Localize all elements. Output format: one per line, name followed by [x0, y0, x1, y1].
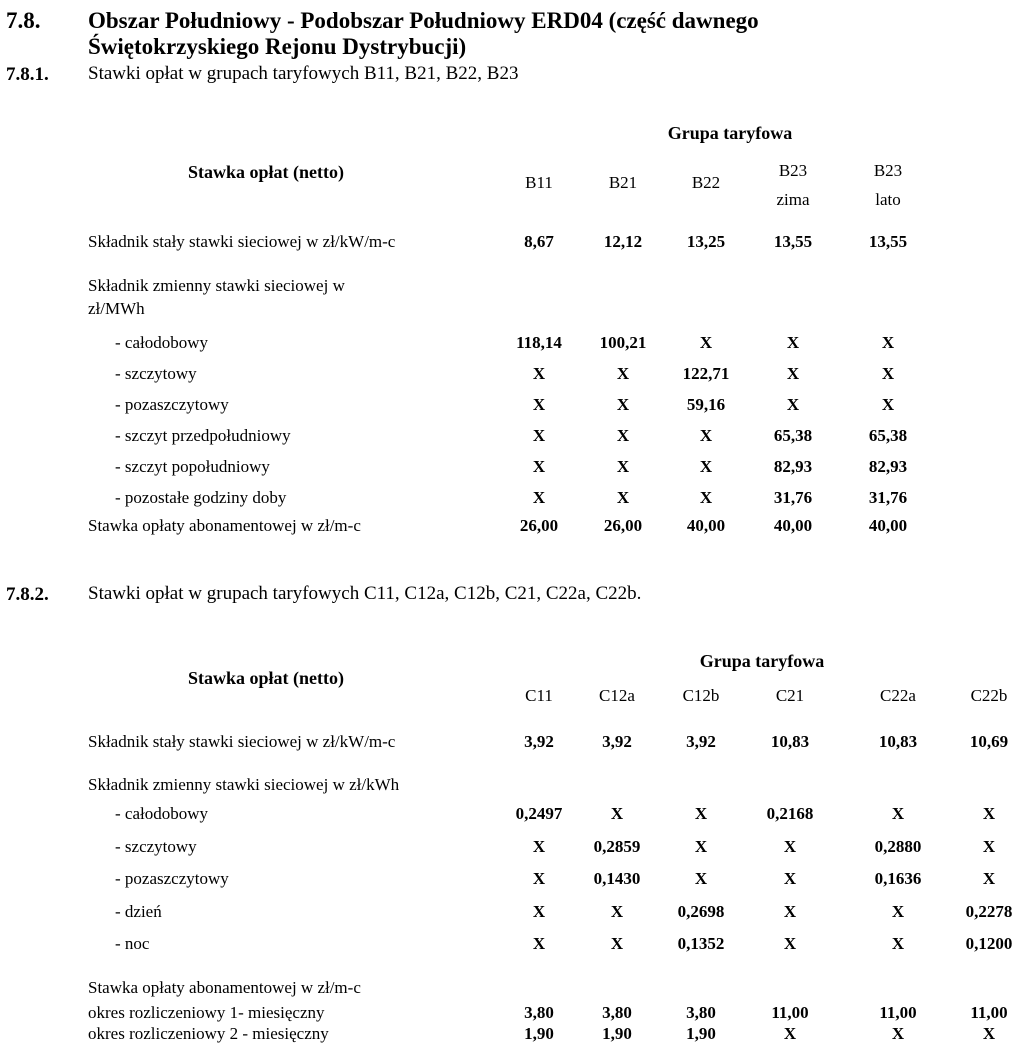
table2-cell: 3,80: [524, 1003, 554, 1022]
table1-cell: 12,12: [603, 232, 643, 251]
table1-cell: X: [881, 395, 895, 414]
table1-column-header: B23: [778, 161, 808, 180]
table2-cell: X: [982, 837, 996, 856]
table2-cell: X: [891, 902, 905, 921]
table1-cell: X: [616, 426, 630, 445]
table2-cell: X: [783, 902, 797, 921]
table1-cell: 31,76: [868, 488, 908, 507]
table1-cell: 13,55: [773, 232, 813, 251]
table2-column-header: C22a: [880, 686, 916, 705]
table1-cell: 65,38: [868, 426, 908, 445]
table1-cell: X: [699, 457, 713, 476]
table2-abon-label: Stawka opłaty abonamentowej w zł/m-c: [88, 978, 361, 997]
table1-row-label: - całodobowy: [115, 333, 209, 352]
table2-cell: X: [891, 1024, 905, 1043]
table2-cell: X: [783, 837, 797, 856]
table2-cell: 0,2698: [677, 902, 725, 921]
table1-cell: 40,00: [686, 516, 726, 535]
table1-column-subheader: zima: [776, 190, 810, 209]
table1-cell: X: [786, 364, 800, 383]
table1-cell: 118,14: [516, 333, 562, 352]
table2-row-label: - całodobowy: [115, 804, 209, 823]
table2-cell: 11,00: [771, 1003, 809, 1022]
table2-cell: 0,1352: [677, 934, 725, 953]
table1-row-label: - szczytowy: [115, 364, 197, 383]
table2-cell: 10,83: [878, 732, 918, 751]
table2-cell: 0,1636: [874, 869, 922, 888]
table2-cell: 0,1200: [965, 934, 1013, 953]
table2-cell: X: [610, 934, 624, 953]
table2-number: 7.8.2.: [6, 584, 49, 605]
table1-column-header: B21: [608, 173, 638, 192]
table1-row-label: - szczyt przedpołudniowy: [115, 426, 291, 445]
table2-cell: 3,80: [602, 1003, 632, 1022]
table1-cell: X: [616, 364, 630, 383]
table1-zmienny-label-line1: Składnik zmienny stawki sieciowej w: [88, 276, 345, 295]
table2-cell: X: [982, 1024, 996, 1043]
table1-number: 7.8.1.: [6, 64, 49, 85]
table1-cell: 26,00: [519, 516, 559, 535]
table2-cell: 3,92: [686, 732, 716, 751]
table2-column-header: C12b: [682, 686, 720, 705]
table1-stawka-header: Stawka opłat (netto): [188, 162, 344, 182]
table1-heading: Stawki opłat w grupach taryfowych B11, B21, B22, B23: [88, 63, 519, 84]
table2-cell: X: [532, 902, 546, 921]
table1-cell: 13,25: [686, 232, 726, 251]
table2-stawka-header: Stawka opłat (netto): [188, 668, 344, 688]
table2-cell: 3,92: [602, 732, 632, 751]
table1-zmienny-label-line2: zł/MWh: [88, 299, 145, 318]
table1-cell: 65,38: [773, 426, 813, 445]
table2-cell: X: [694, 804, 708, 823]
table2-cell: X: [610, 804, 624, 823]
table1-cell: X: [699, 426, 713, 445]
table1-cell: X: [616, 395, 630, 414]
table1-abon-label: Stawka opłaty abonamentowej w zł/m-c: [88, 516, 361, 535]
table2-cell: 0,2497: [515, 804, 563, 823]
table1-column-header: B23: [873, 161, 903, 180]
table2-cell: 3,80: [686, 1003, 716, 1022]
table1-staly-label: Składnik stały stawki sieciowej w zł/kW/m-c: [88, 232, 396, 251]
table1-cell: X: [699, 488, 713, 507]
table2-cell: X: [694, 837, 708, 856]
table1-column-header: B22: [691, 173, 721, 192]
table1-cell: 8,67: [524, 232, 554, 251]
table1-row-label: - szczyt popołudniowy: [115, 457, 270, 476]
table1-cell: 59,16: [686, 395, 726, 414]
table1-cell: X: [532, 457, 546, 476]
table2-cell: 0,2168: [766, 804, 814, 823]
table2-okres-label: okres rozliczeniowy 2 - miesięczny: [88, 1024, 329, 1043]
table2-cell: 10,83: [770, 732, 810, 751]
table1-cell: X: [532, 364, 546, 383]
table1-cell: 40,00: [868, 516, 908, 535]
table1-cell: 82,93: [868, 457, 908, 476]
table1-cell: 82,93: [773, 457, 813, 476]
table2-row-label: - noc: [115, 934, 150, 953]
table2-cell: X: [532, 934, 546, 953]
table1-row-label: - pozostałe godziny doby: [115, 488, 287, 507]
table2-cell: X: [783, 934, 797, 953]
table2-staly-label: Składnik stały stawki sieciowej w zł/kW/m-c: [88, 732, 396, 751]
table2-cell: 0,1430: [593, 869, 641, 888]
table1-cell: 40,00: [773, 516, 813, 535]
table1-cell: 122,71: [682, 364, 730, 383]
table1-cell: X: [616, 488, 630, 507]
table1-cell: X: [881, 364, 895, 383]
table2-cell: 1,90: [602, 1024, 632, 1043]
table2-cell: X: [610, 902, 624, 921]
table1-cell: X: [881, 333, 895, 352]
table2-row-label: - szczytowy: [115, 837, 197, 856]
table1-row-label: - pozaszczytowy: [115, 395, 229, 414]
table2-cell: 11,00: [970, 1003, 1008, 1022]
table1-cell: X: [532, 395, 546, 414]
table2-cell: X: [532, 837, 546, 856]
table1-cell: 26,00: [603, 516, 643, 535]
table2-grupa-header: Grupa taryfowa: [699, 651, 825, 671]
table2-column-header: C11: [525, 686, 553, 705]
table1-column-header: B11: [525, 173, 553, 192]
table2-cell: X: [891, 804, 905, 823]
table1-cell: 100,21: [599, 333, 647, 352]
table2-cell: X: [982, 804, 996, 823]
table1-cell: X: [616, 457, 630, 476]
table2-cell: 11,00: [879, 1003, 917, 1022]
table2-cell: X: [982, 869, 996, 888]
table2-cell: 10,69: [969, 732, 1009, 751]
table2-cell: 0,2880: [874, 837, 922, 856]
table2-zmienny-label: Składnik zmienny stawki sieciowej w zł/kWh: [88, 775, 400, 794]
table2-cell: 0,2278: [965, 902, 1013, 921]
table2-cell: 1,90: [686, 1024, 716, 1043]
table1-cell: X: [699, 333, 713, 352]
table2-okres-label: okres rozliczeniowy 1- miesięczny: [88, 1003, 325, 1022]
table2-row-label: - dzień: [115, 902, 162, 921]
table2-cell: 1,90: [524, 1024, 554, 1043]
section-title-line1: Obszar Południowy - Podobszar Południowy ERD04 (część dawnego: [88, 8, 759, 33]
table2-column-header: C12a: [599, 686, 635, 705]
section-title-line2: Świętokrzyskiego Rejonu Dystrybucji): [88, 34, 467, 59]
table1-cell: 31,76: [773, 488, 813, 507]
table2-column-header: C21: [775, 686, 805, 705]
table1-column-subheader: lato: [875, 190, 901, 209]
table2-cell: X: [694, 869, 708, 888]
table1-grupa-header: Grupa taryfowa: [667, 123, 793, 143]
table1-cell: X: [786, 395, 800, 414]
table2-cell: X: [891, 934, 905, 953]
table1-cell: X: [786, 333, 800, 352]
table2-heading: Stawki opłat w grupach taryfowych C11, C12a, C12b, C21, C22a, C22b.: [88, 583, 642, 604]
table2-cell: X: [783, 869, 797, 888]
table2-cell: X: [532, 869, 546, 888]
table2-cell: 3,92: [524, 732, 554, 751]
table2-cell: 0,2859: [593, 837, 641, 856]
section-number: 7.8.: [6, 8, 41, 33]
table1-cell: X: [532, 426, 546, 445]
table2-row-label: - pozaszczytowy: [115, 869, 229, 888]
table1-cell: 13,55: [868, 232, 908, 251]
table2-cell: X: [783, 1024, 797, 1043]
table2-column-header: C22b: [970, 686, 1008, 705]
table1-cell: X: [532, 488, 546, 507]
